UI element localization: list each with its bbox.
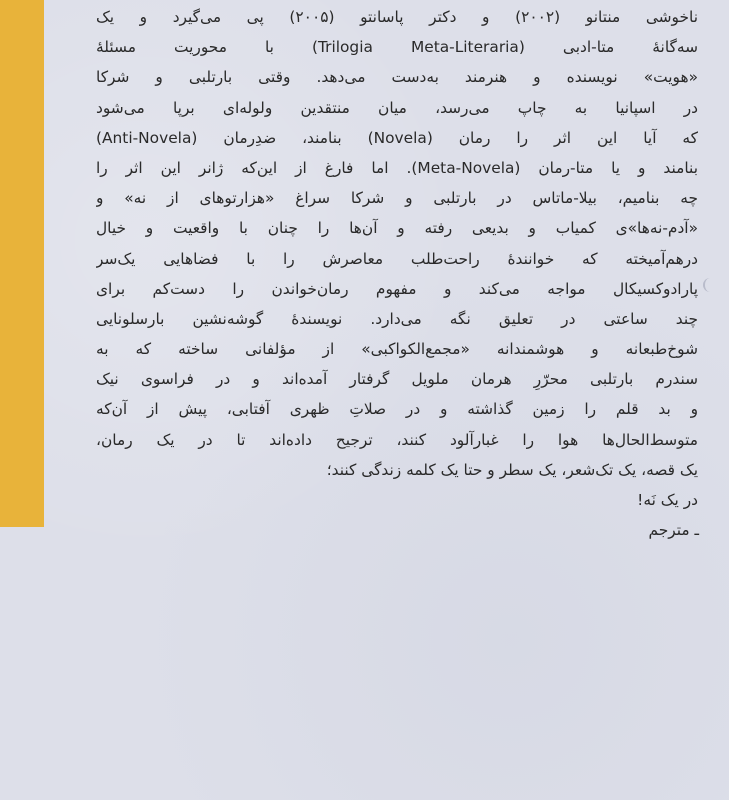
text-line: سندرم بارتلبی محرّرِ هرمان ملویل گرفتار آمده‌اند و در فراسوی نیک <box>96 370 698 389</box>
translator-signature: ـ مترجم <box>648 521 699 539</box>
text-line: متوسط‌الحال‌ها هوا را غبارآلود کنند، ترجیح داده‌اند تا در یک رمان، <box>96 430 698 449</box>
text-line: که آیا این اثر را رمان (Novela) بنامند، ضدِرمان (Anti-Novela) <box>96 128 698 147</box>
text-line: در اسپانیا به چاپ می‌رسد، میان منتقدین ولوله‌ای برپا می‌شود <box>96 98 698 117</box>
text-line: بنامند و یا متا-رمان (Meta-Novela). اما فارغ از این‌که ژانر این اثر را <box>96 158 698 177</box>
text-line: «آدم-نه‌ها»ی کمیاب و بدیعی رفته و آن‌ها را چنان با واقعیت و خیال <box>96 219 698 238</box>
text-line: یک قصه، یک تک‌شعر، یک سطر و حتا یک کلمه زندگی کنند؛ <box>326 460 698 479</box>
text-line: شوخ‌طبعانه و هوشمندانه «مجمع‌الکواکبی» از مؤلفانی ساخته که به <box>96 340 698 359</box>
text-line: پارادوکسیکال مواجه می‌کند و مفهوم رمان‌خواندن را دست‌کم برای <box>96 279 698 298</box>
book-spine-stripe <box>0 0 44 527</box>
text-line: و بد قلم را زمین گذاشته و در صلاتِ ظهری آفتابی، پیش از آن‌که <box>96 400 698 419</box>
text-line: سه‌گانهٔ متا-ادبی (Trilogia Meta-Literaria) با محوریت مسئلهٔ <box>96 38 698 57</box>
text-line: درهم‌آمیخته که خوانندهٔ راحت‌طلب معاصرش را با فضاهایی یک‌سر <box>96 249 698 268</box>
binding-mark <box>703 278 713 292</box>
text-line: چند ساعتی در تعلیق نگه می‌دارد. نویسندهٔ گوشه‌نشین بارسلونایی <box>96 309 698 328</box>
text-line: در یک نَه! <box>637 491 698 509</box>
text-line: «هویت» نویسنده و هنرمند به‌دست می‌دهد. وقتی بارتلبی و شرکا <box>96 68 698 87</box>
body-text <box>96 2 698 515</box>
text-line: چه بنامیم، بیلا-ماتاس در بارتلبی و شرکا سراغ «هزارتوهای از نه» و <box>96 189 698 208</box>
text-line: ناخوشی منتانو (۲۰۰۲) و دکتر پاسانتو (۲۰۰۵) پی می‌گیرد و یک <box>96 8 698 26</box>
